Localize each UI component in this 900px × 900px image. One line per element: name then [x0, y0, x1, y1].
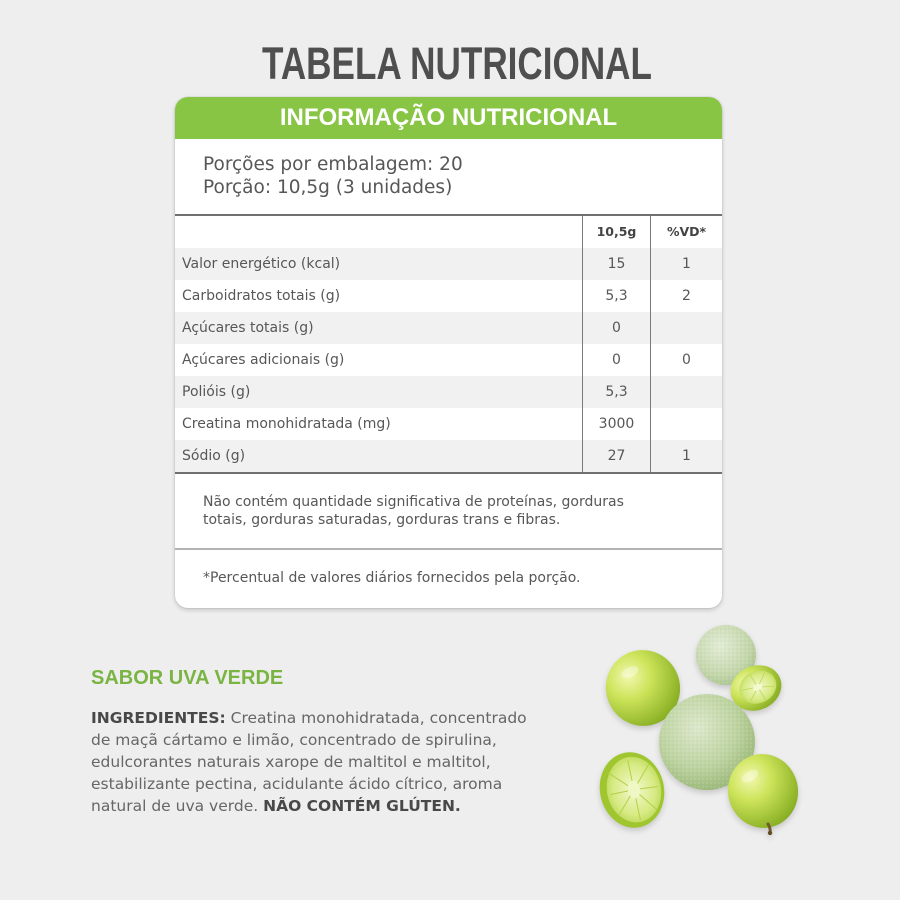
servings-per-package: Porções por embalagem: 20: [203, 154, 463, 175]
table-row: [175, 280, 722, 312]
nutrient-name: Açúcares totais (g): [182, 320, 314, 336]
table-row: [175, 440, 722, 472]
nutrient-name: Açúcares adicionais (g): [182, 352, 345, 368]
ingredients-line-text: de maçã cártamo e limão, concentrado de spirulina,: [91, 731, 497, 749]
table-row: [175, 376, 722, 408]
divider: [175, 548, 722, 550]
allergen-warning: NÃO CONTÉM GLÚTEN.: [263, 797, 461, 815]
ingredients-line: [91, 751, 527, 773]
nutrition-card-header: INFORMAÇÃO NUTRICIONAL: [175, 97, 722, 139]
ingredients-text: [91, 707, 527, 817]
nutrient-amount: 5,3: [582, 376, 650, 408]
nutrient-amount: 3000: [582, 408, 650, 440]
ingredients-line-text: Creatina monohidratada, concentrado: [230, 709, 527, 727]
nutrient-daily-value: [650, 408, 722, 440]
note-line: Não contém quantidade significativa de proteínas, gorduras: [203, 494, 624, 510]
nutrient-name: Creatina monohidratada (mg): [182, 416, 391, 432]
ingredients-label: INGREDIENTES:: [91, 709, 226, 727]
divider: [175, 472, 722, 474]
grape-slice-image: [593, 746, 671, 834]
nutrition-card: [175, 97, 722, 608]
table-header-label-cell: [175, 216, 582, 248]
table-row: [175, 408, 722, 440]
table-row: [175, 344, 722, 376]
table-header-vd: %VD*: [650, 216, 722, 248]
table-header-row: [175, 216, 722, 248]
ingredients-line-text: edulcorantes naturais xarope de maltitol e maltitol,: [91, 753, 491, 771]
nutrient-daily-value: 1: [650, 440, 722, 472]
ingredients-line: [91, 729, 527, 751]
page-title: TABELA NUTRICIONAL: [262, 38, 652, 89]
nutrient-amount: 0: [582, 312, 650, 344]
nutrient-daily-value: [650, 312, 722, 344]
nutrient-name: Carboidratos totais (g): [182, 288, 341, 304]
nutrient-daily-value: [650, 376, 722, 408]
grapes-illustration: [590, 618, 810, 840]
nutrient-amount: 5,3: [582, 280, 650, 312]
nutrient-name: Sódio (g): [182, 448, 246, 464]
serving-info: [203, 153, 463, 199]
nutrient-amount: 27: [582, 440, 650, 472]
note-line: totais, gorduras saturadas, gorduras trans e fibras.: [203, 512, 561, 528]
ingredients-line: [91, 773, 527, 795]
table-header-amount: 10,5g: [582, 216, 650, 248]
serving-size: Porção: 10,5g (3 unidades): [203, 177, 453, 198]
nutrition-table: [175, 216, 722, 472]
nutrient-name: Polióis (g): [182, 384, 251, 400]
nutrient-daily-value: 1: [650, 248, 722, 280]
ingredients-line-text: natural de uva verde.: [91, 797, 259, 815]
flavor-label: SABOR UVA VERDE: [91, 667, 284, 689]
nutrient-amount: 15: [582, 248, 650, 280]
nutrient-amount: 0: [582, 344, 650, 376]
not-significant-note: [203, 493, 624, 529]
ingredients-line: [91, 707, 527, 729]
ingredients-line: [91, 795, 527, 817]
ingredients-line-text: estabilizante pectina, acidulante ácido cítrico, aroma: [91, 775, 503, 793]
nutrient-daily-value: 2: [650, 280, 722, 312]
table-row: [175, 312, 722, 344]
nutrient-daily-value: 0: [650, 344, 722, 376]
nutrient-name: Valor energético (kcal): [182, 256, 341, 272]
table-row: [175, 248, 722, 280]
daily-values-note: *Percentual de valores diários fornecidos pela porção.: [203, 570, 581, 586]
